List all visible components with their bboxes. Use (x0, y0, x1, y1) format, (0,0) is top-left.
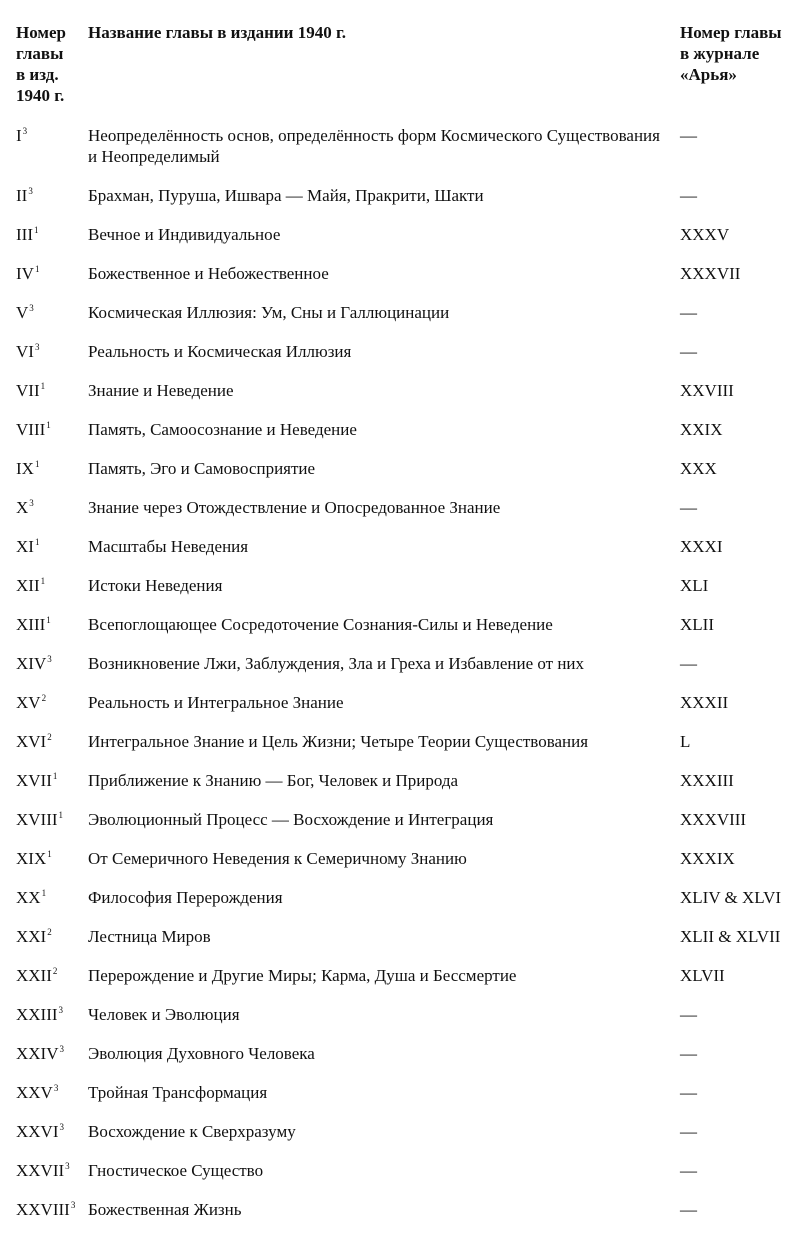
arya-chapter-number: — (680, 1005, 697, 1024)
footnote-marker: 2 (47, 927, 52, 937)
chapter-number (16, 380, 88, 404)
chapter-title: Реальность и Космическая Иллюзия (88, 342, 352, 361)
arya-chapter-number: XXX (680, 459, 717, 478)
table-row (0, 926, 800, 965)
footnote-marker: 1 (52, 771, 58, 781)
chapter-title: Знание и Неведение (88, 381, 234, 400)
footnote-marker: 2 (47, 732, 52, 742)
chapter-title: Человек и Эволюция (88, 1005, 240, 1024)
chapter-number-roman: XV (16, 693, 41, 712)
chapter-title: От Семеричного Неведения к Семеричному Знанию (88, 849, 467, 868)
footnote-marker: 3 (59, 1122, 64, 1132)
chapter-number-roman: XII (16, 576, 40, 595)
chapter-title: Лестница Миров (88, 927, 211, 946)
table-row (0, 185, 800, 224)
arya-chapter-number: XLVII (680, 966, 725, 985)
arya-chapter-number: XLII (680, 615, 714, 634)
table-row (0, 536, 800, 575)
chapter-number (16, 731, 88, 755)
table-row (0, 731, 800, 770)
chapter-number (16, 770, 88, 794)
table-row (0, 302, 800, 341)
chapter-number (16, 614, 88, 638)
table-row (0, 125, 800, 185)
chapter-number (16, 263, 88, 287)
table-row (0, 965, 800, 1004)
chapter-number-roman: XXVI (16, 1122, 59, 1141)
arya-chapter-number: XLI (680, 576, 709, 595)
chapter-number-roman: VIII (16, 420, 46, 439)
arya-chapter-number: XXXIII (680, 771, 734, 790)
chapter-number (16, 341, 88, 365)
table-row (0, 614, 800, 653)
footnote-marker: 3 (22, 126, 28, 136)
chapter-number-roman: XXIV (16, 1044, 59, 1063)
arya-chapter-number: — (680, 342, 697, 361)
arya-chapter-number: — (680, 1044, 697, 1063)
chapter-number (16, 419, 88, 443)
chapter-title: Божественное и Небожественное (88, 264, 329, 283)
footnote-marker: 3 (28, 186, 33, 196)
chapter-number (16, 965, 88, 989)
chapter-title: Масштабы Неведения (88, 537, 249, 556)
table-row (0, 1043, 800, 1082)
arya-chapter-number: — (680, 303, 697, 322)
chapter-number (16, 848, 88, 872)
footnote-marker: 1 (40, 576, 46, 586)
footnote-marker: 1 (46, 420, 51, 430)
table-row (0, 224, 800, 263)
chapter-title: Возникновение Лжи, Заблуждения, Зла и Греха и Избавление от них (88, 654, 585, 673)
chapter-number-roman: XXVIII (16, 1200, 70, 1219)
chapter-number-roman: XX (16, 888, 41, 907)
chapter-number (16, 1199, 88, 1223)
chapter-title: Божественная Жизнь (88, 1200, 242, 1219)
footnote-marker: 2 (52, 966, 58, 976)
chapter-number (16, 1160, 88, 1184)
chapter-number-roman: XXIII (16, 1005, 58, 1024)
arya-chapter-number: XXVIII (680, 381, 734, 400)
chapter-number-roman: I (16, 126, 22, 145)
chapter-number (16, 224, 88, 248)
chapter-title: Реальность и Интегральное Знание (88, 693, 344, 712)
footnote-marker: 3 (58, 1005, 64, 1015)
table-row (0, 887, 800, 926)
footnote-marker: 2 (41, 693, 47, 703)
footnote-marker: 1 (47, 849, 52, 859)
arya-chapter-number: — (680, 186, 697, 205)
chapter-number-roman: IV (16, 264, 34, 283)
arya-chapter-number: XLII & XLVII (680, 927, 781, 946)
arya-chapter-number: — (680, 654, 697, 673)
chapter-title: Приближение к Знанию — Бог, Человек и Природа (88, 771, 459, 790)
table-row (0, 809, 800, 848)
chapter-number-roman: III (16, 225, 33, 244)
arya-chapter-number: — (680, 126, 697, 145)
table-row (0, 575, 800, 614)
table-row (0, 1004, 800, 1043)
chapter-number-roman: XIX (16, 849, 47, 868)
table-row (0, 692, 800, 731)
arya-chapter-number: XXXVIII (680, 810, 747, 829)
footnote-marker: 1 (34, 459, 40, 469)
chapter-number (16, 887, 88, 911)
chapter-number (16, 575, 88, 599)
arya-chapter-number: XXXII (680, 693, 729, 712)
footnote-marker: 1 (40, 381, 46, 391)
chapter-number-roman: XXVII (16, 1161, 65, 1180)
chapter-title: Перерождение и Другие Миры; Карма, Душа и Бессмертие (88, 966, 517, 985)
chapter-title: Гностическое Существо (88, 1161, 264, 1180)
footnote-marker: 3 (65, 1161, 70, 1171)
table-header (0, 22, 800, 112)
chapter-number (16, 458, 88, 482)
chapter-number-roman: XIII (16, 615, 46, 634)
chapter-title: Память, Самоосознание и Неведение (88, 420, 357, 439)
chapter-number (16, 653, 88, 677)
chapter-title: Память, Эго и Самовосприятие (88, 459, 316, 478)
chapter-number-roman: XVII (16, 771, 52, 790)
header-chapter-title: Название главы в издании 1940 г. (88, 23, 347, 42)
arya-chapter-number: XXXI (680, 537, 723, 556)
chapter-number-roman: XXV (16, 1083, 53, 1102)
arya-chapter-number: XXXIX (680, 849, 735, 868)
table-row (0, 458, 800, 497)
table-row (0, 263, 800, 302)
chapter-number-roman: XI (16, 537, 34, 556)
arya-chapter-number: XXIX (680, 420, 723, 439)
arya-chapter-number: — (680, 498, 697, 517)
chapter-title: Всепоглощающее Сосредоточение Сознания-Силы и Неведение (88, 615, 553, 634)
table-row (0, 380, 800, 419)
chapter-number (16, 497, 88, 521)
footnote-marker: 3 (47, 654, 52, 664)
chapter-number (16, 302, 88, 326)
chapter-number (16, 809, 88, 833)
table-body (0, 125, 800, 1238)
chapter-number-roman: XXI (16, 927, 47, 946)
chapter-number-roman: V (16, 303, 29, 322)
chapter-number-roman: XVIII (16, 810, 58, 829)
footnote-marker: 1 (34, 264, 40, 274)
arya-chapter-number: XXXVII (680, 264, 741, 283)
chapter-number (16, 1121, 88, 1145)
arya-chapter-number: XLIV & XLVI (680, 888, 782, 907)
chapter-number-roman: X (16, 498, 29, 517)
chapter-number (16, 125, 88, 149)
table-row (0, 1199, 800, 1238)
table-row (0, 770, 800, 809)
table-row (0, 848, 800, 887)
chapter-number (16, 1004, 88, 1028)
footnote-marker: 3 (34, 342, 40, 352)
table-row (0, 1082, 800, 1121)
chapter-number (16, 185, 88, 209)
footnote-marker: 3 (70, 1200, 76, 1210)
table-row (0, 497, 800, 536)
arya-chapter-number: — (680, 1161, 697, 1180)
chapter-title: Эволюция Духовного Человека (88, 1044, 315, 1063)
chapter-number-roman: XIV (16, 654, 47, 673)
chapter-number-roman: XVI (16, 732, 47, 751)
chapter-number (16, 1082, 88, 1106)
chapter-title: Вечное и Индивидуальное (88, 225, 281, 244)
table-row (0, 341, 800, 380)
arya-chapter-number: — (680, 1083, 697, 1102)
footnote-marker: 3 (29, 498, 34, 508)
chapter-number-roman: VI (16, 342, 34, 361)
chapter-number-roman: XXII (16, 966, 52, 985)
table-row (0, 1160, 800, 1199)
arya-chapter-number: — (680, 1122, 697, 1141)
chapter-number-roman: II (16, 186, 28, 205)
chapter-title: Восхождение к Сверхразуму (88, 1122, 296, 1141)
arya-chapter-number: L (680, 732, 691, 751)
footnote-marker: 3 (59, 1044, 64, 1054)
table-row (0, 653, 800, 692)
chapter-title: Неопределённость основ, определённость форм Космического Существования и Неопределимый (88, 126, 660, 166)
header-chapter-number: Номер главы в изд. 1940 г. (16, 23, 66, 105)
chapter-title: Знание через Отождествление и Опосредованное Знание (88, 498, 501, 517)
chapter-title: Эволюционный Процесс — Восхождение и Интеграция (88, 810, 494, 829)
chapter-number (16, 1043, 88, 1067)
footnote-marker: 3 (29, 303, 34, 313)
header-arya-chapter-number: Номер главы в журнале «Арья» (680, 23, 782, 84)
arya-chapter-number: XXXV (680, 225, 730, 244)
chapter-title: Брахман, Пуруша, Ишвара — Майя, Пракрити, Шакти (88, 186, 484, 205)
chapter-title: Интегральное Знание и Цель Жизни; Четыре Теории Существования (88, 732, 589, 751)
footnote-marker: 1 (46, 615, 51, 625)
arya-chapter-number: — (680, 1200, 697, 1219)
footnote-marker: 1 (58, 810, 64, 820)
footnote-marker: 3 (53, 1083, 59, 1093)
table-row (0, 419, 800, 458)
chapter-number (16, 692, 88, 716)
chapter-title: Истоки Неведения (88, 576, 223, 595)
chapter-title: Тройная Трансформация (88, 1083, 268, 1102)
chapter-number (16, 926, 88, 950)
table-row (0, 1121, 800, 1160)
chapter-title: Философия Перерождения (88, 888, 283, 907)
chapter-title: Космическая Иллюзия: Ум, Сны и Галлюцинации (88, 303, 450, 322)
chapter-number (16, 536, 88, 560)
footnote-marker: 1 (41, 888, 47, 898)
footnote-marker: 1 (33, 225, 39, 235)
chapter-number-roman: VII (16, 381, 40, 400)
chapter-number-roman: IX (16, 459, 34, 478)
footnote-marker: 1 (34, 537, 40, 547)
